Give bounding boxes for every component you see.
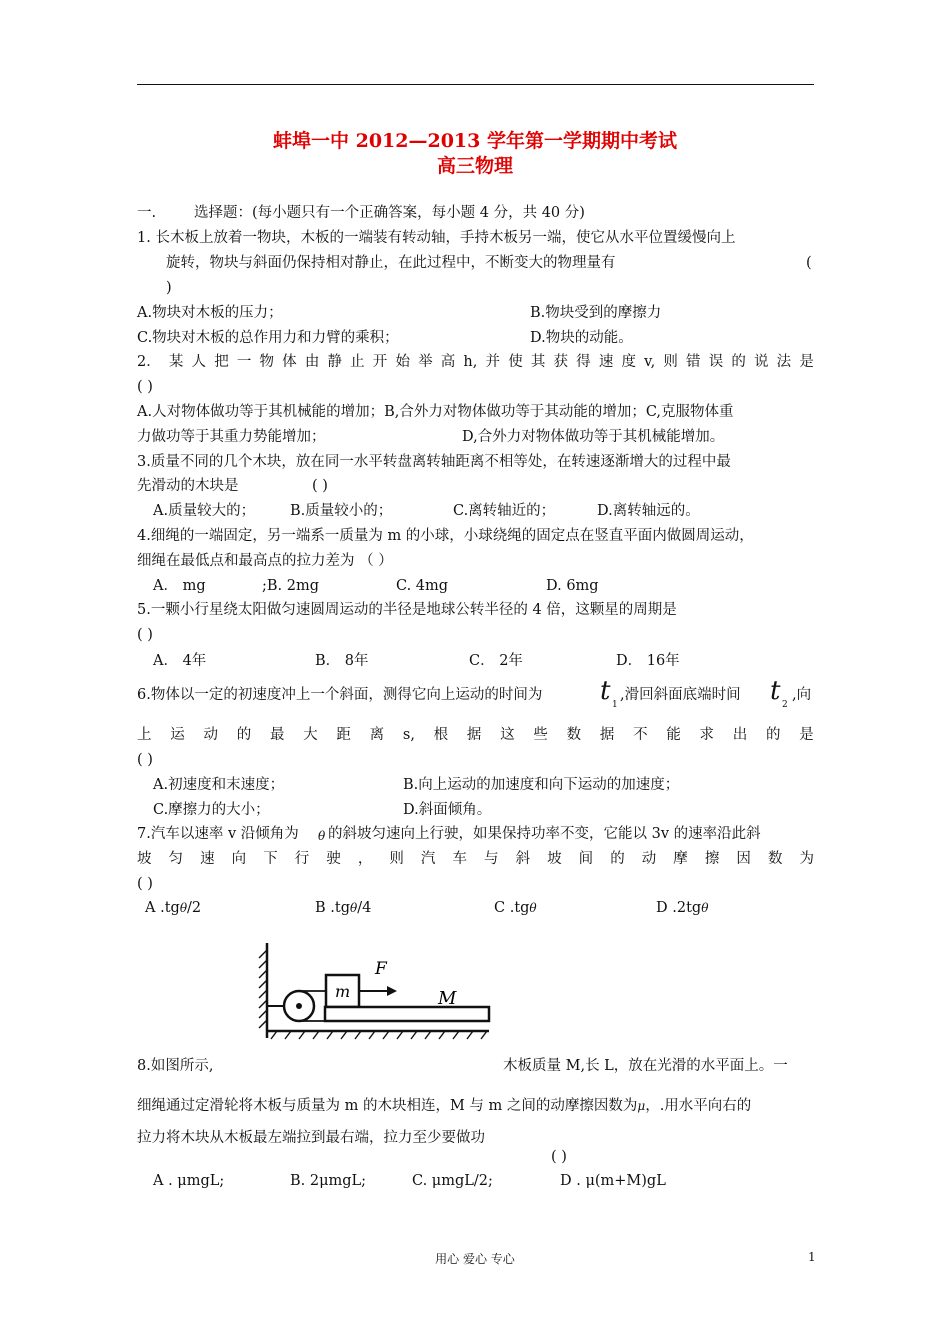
q7-line2-token: 坡 <box>547 851 562 867</box>
q6-line2-token: 大 <box>303 727 318 743</box>
q7-option-a: A .tgθ/2 <box>145 900 202 916</box>
q2-options-line2a: 力做功等于其重力势能增加； <box>137 429 326 445</box>
q1-paren-close: ) <box>166 280 172 296</box>
q6-line2-token: 动 <box>203 727 218 743</box>
q6-line2-token: s, <box>402 727 415 743</box>
q2-line1-token: 由 <box>304 354 320 370</box>
q6-line2-token: 最 <box>269 727 285 743</box>
q7-line2-token: 擦 <box>704 851 720 867</box>
q7-line2-token: 汽 <box>420 851 436 867</box>
q6-t1-symbol: t <box>600 676 611 706</box>
q3-line1: 3.质量不同的几个木块，放在同一水平转盘离转轴距离不相等处，在转速逐渐增大的过程中最 <box>137 454 731 470</box>
q6-line2-token: 距 <box>336 727 351 743</box>
q7-line2-token: 行 <box>294 851 310 867</box>
exam-subtitle: 高三物理 <box>436 155 513 177</box>
q7-line2-token: 向 <box>231 851 247 867</box>
q1-option-d: D.物块的动能。 <box>530 330 633 346</box>
q2-line1-token: 是 <box>799 354 814 370</box>
q7-line2-token: 则 <box>389 851 404 867</box>
q2-paren: ( ) <box>137 379 153 395</box>
q5-line1: 5.一颗小行星绕太阳做匀速圆周运动的半径是地球公转半径的 4 倍，这颗星的周期是 <box>137 602 677 618</box>
q6-line2-token: 是 <box>799 727 814 743</box>
section-instructions: 选择题：(每小题只有一个正确答案，每小题 4 分，共 40 分) <box>194 205 585 221</box>
q2-line1-token: h, <box>463 354 478 370</box>
q6-t2-subscript: 2 <box>782 700 788 710</box>
q2-line1-token: 其 <box>530 354 546 370</box>
q2-line1-token: 使 <box>508 354 523 370</box>
q7-line2-token: ， <box>357 851 373 867</box>
q2-line1-token: 始 <box>395 354 410 370</box>
q6-line2-token: 求 <box>699 727 715 743</box>
q6-line2-token: 出 <box>732 727 748 743</box>
q8-option-a: A . μmgL; <box>153 1173 225 1189</box>
q2-line1-token: 并 <box>485 354 501 370</box>
q3-option-b: B.质量较小的； <box>290 503 393 519</box>
q8-line1a: 8.如图所示, <box>137 1058 214 1074</box>
q7-line2-token: 因 <box>736 851 751 867</box>
q4-line2: 细绳在最低点和最高点的拉力差为 （ ） <box>137 553 393 569</box>
q7-paren: ( ) <box>137 876 153 892</box>
q1-paren-open: ( <box>806 255 812 271</box>
q2-line1-token: 则 <box>663 354 678 370</box>
q2-line1 <box>137 352 814 372</box>
q6-paren: ( ) <box>137 752 153 768</box>
q7-line2-token: 速 <box>200 851 215 867</box>
q6-option-c: C.摩擦力的大小； <box>153 802 270 818</box>
q6-t1-subscript: 1 <box>612 700 618 710</box>
q6-line2-token: 离 <box>369 727 385 743</box>
q8-line3: 拉力将木块从木板最左端拉到最右端，拉力至少要做功 <box>137 1130 485 1146</box>
q6-line1a: 6.物体以一定的初速度冲上一个斜面，测得它向上运动的时间为 <box>137 687 543 703</box>
label-m: m <box>335 982 351 1001</box>
q5-option-a: A． 4年 <box>153 653 207 669</box>
q6-line1b: ,滑回斜面底端时间 <box>620 687 741 703</box>
q4-line1: 4.细绳的一端固定，另一端系一质量为 m 的小球，小球绕绳的固定点在竖直平面内做圆周运动， <box>137 528 754 544</box>
q6-line2 <box>137 725 814 745</box>
q2-line1-token: 止 <box>350 354 365 370</box>
q7-line1b: 的斜坡匀速向上行驶，如果保持功率不变，它能以 3v 的速率沿此斜 <box>328 826 761 842</box>
section-label: 一. <box>137 205 157 221</box>
q2-line1-token: 错 <box>686 354 701 370</box>
q2-line1-token: 误 <box>708 354 724 370</box>
q2-line1-token: 高 <box>440 354 456 370</box>
q5-option-c: C． 2年 <box>469 653 523 669</box>
q2-line1-token: 物 <box>259 354 275 370</box>
q7-line2-token: 间 <box>578 851 594 867</box>
q6-t2-symbol: t <box>770 676 781 706</box>
q2-line1-token: 2． <box>137 354 161 370</box>
q7-line2-token: 驶 <box>326 851 341 867</box>
q2-line1-token: v, <box>644 354 656 370</box>
q7-line2-token: 为 <box>799 851 814 867</box>
q7-option-c: C .tgθ <box>494 900 537 916</box>
q3-option-c: C.离转轴近的； <box>453 503 556 519</box>
label-M: M <box>438 988 457 1009</box>
q1-option-c: C.物块对木板的总作用力和力臂的乘积； <box>137 330 399 346</box>
page-footer: 用心 爱心 专心 <box>435 1252 515 1266</box>
q6-line1c: ,向 <box>792 687 812 703</box>
q1-line1: 1. 长木板上放着一物块，木板的一端装有转动轴，手持木板另一端，使它从水平位置缓慢向上 <box>137 230 736 246</box>
q6-line2-token: 些 <box>533 727 548 743</box>
q2-line1-token: 某 <box>168 354 184 370</box>
q6-line2-token: 的 <box>236 727 252 743</box>
q7-option-b: B .tgθ/4 <box>315 900 372 916</box>
q7-line1a: 7.汽车以速率 v 沿倾角为 <box>137 826 299 842</box>
q6-option-a: A.初速度和末速度； <box>153 777 285 793</box>
exam-title: 蚌埠一中 2012—2013 学年第一学期期中考试 <box>273 130 677 152</box>
q5-paren: ( ) <box>137 627 153 643</box>
q4-option-a: A． mg <box>153 578 206 594</box>
q6-line2-token: 不 <box>633 727 648 743</box>
q2-line1-token: 一 <box>236 354 252 370</box>
header-rule <box>137 84 814 85</box>
q4-option-b: ;B. 2mg <box>262 578 320 594</box>
q7-line2-token: 坡 <box>137 851 152 867</box>
q7-theta: θ <box>318 829 326 843</box>
q2-line1-token: 静 <box>327 354 342 370</box>
q6-line2-token: 据 <box>466 727 482 743</box>
q6-option-b: B.向上运动的加速度和向下运动的加速度； <box>403 777 680 793</box>
q2-options-line2b: D,合外力对物体做功等于其机械能增加。 <box>462 429 725 445</box>
q7-line2-token: 下 <box>263 851 278 867</box>
q3-paren: ( ) <box>312 478 328 494</box>
q4-option-d: D. 6mg <box>546 578 599 594</box>
q2-line1-token: 得 <box>576 354 591 370</box>
q8-option-c: C. μmgL/2; <box>412 1173 493 1189</box>
q1-option-a: A.物块对木板的压力； <box>137 305 283 321</box>
q1-option-b: B.物块受到的摩擦力 <box>530 305 662 321</box>
q6-line2-token: 根 <box>433 727 449 743</box>
q7-line2-token: 与 <box>484 851 499 867</box>
q8-option-d: D . μ(m+M)gL <box>560 1173 666 1189</box>
label-F: F <box>375 959 387 979</box>
q7-line2-token: 斜 <box>515 851 531 867</box>
q6-line2-token: 上 <box>137 727 152 743</box>
q6-option-d: D.斜面倾角。 <box>403 802 492 818</box>
q3-option-d: D.离转轴远的。 <box>597 503 700 519</box>
q2-line1-token: 法 <box>776 354 792 370</box>
q7-line2-token: 匀 <box>168 851 184 867</box>
q7-option-d: D .2tgθ <box>656 900 709 916</box>
q3-option-a: A.质量较大的； <box>153 503 256 519</box>
q8-line1b: 木板质量 M,长 L，放在光滑的水平面上。一 <box>503 1058 788 1074</box>
q2-line1-token: 的 <box>731 354 746 370</box>
q5-option-b: B． 8年 <box>315 653 369 669</box>
q7-line2-token: 车 <box>452 851 467 867</box>
q7-line2-token: 动 <box>641 851 657 867</box>
q6-line2-token: 数 <box>566 727 582 743</box>
q3-line2: 先滑动的木块是 <box>137 478 239 494</box>
q2-line1-token: 说 <box>754 354 769 370</box>
q1-line2: 旋转，物块与斜面仍保持相对静止，在此过程中，不断变大的物理量有 <box>166 255 616 271</box>
q6-line2-token: 的 <box>766 727 781 743</box>
q2-line1-token: 开 <box>372 354 388 370</box>
q2-line1-token: 体 <box>282 354 297 370</box>
q7-line2-token: 的 <box>610 851 625 867</box>
q6-line2-token: 运 <box>170 727 185 743</box>
q2-line1-token: 举 <box>418 354 433 370</box>
q8-option-b: B. 2μmgL; <box>290 1173 367 1189</box>
q6-line2-token: 据 <box>599 727 615 743</box>
page-number: 1 <box>808 1250 816 1264</box>
q7-line2-token: 摩 <box>673 851 688 867</box>
board-M <box>325 1007 489 1021</box>
q4-option-c: C. 4mg <box>396 578 449 594</box>
q8-paren: ( ) <box>551 1149 567 1165</box>
q6-line2-token: 这 <box>500 727 515 743</box>
q2-line1-token: 度 <box>621 354 636 370</box>
q8-line2: 细绳通过定滑轮将木板与质量为 m 的木块相连，M 与 m 之间的动摩擦因数为μ，.用水平向右的 <box>137 1098 752 1114</box>
q2-line1-token: 速 <box>598 354 614 370</box>
pulley-board-figure <box>255 938 495 1050</box>
q2-line1-token: 获 <box>553 354 568 370</box>
q2-line1-token: 把 <box>214 354 229 370</box>
q6-line2-token: 能 <box>666 727 681 743</box>
q2-options-line1: A.人对物体做功等于其机械能的增加；B,合外力对物体做功等于其动能的增加；C,克服物体重 <box>137 404 734 420</box>
q7-line2-token: 数 <box>767 851 783 867</box>
q5-option-d: D． 16年 <box>616 653 680 669</box>
q7-line2 <box>137 849 814 869</box>
q2-line1-token: 人 <box>191 354 207 370</box>
